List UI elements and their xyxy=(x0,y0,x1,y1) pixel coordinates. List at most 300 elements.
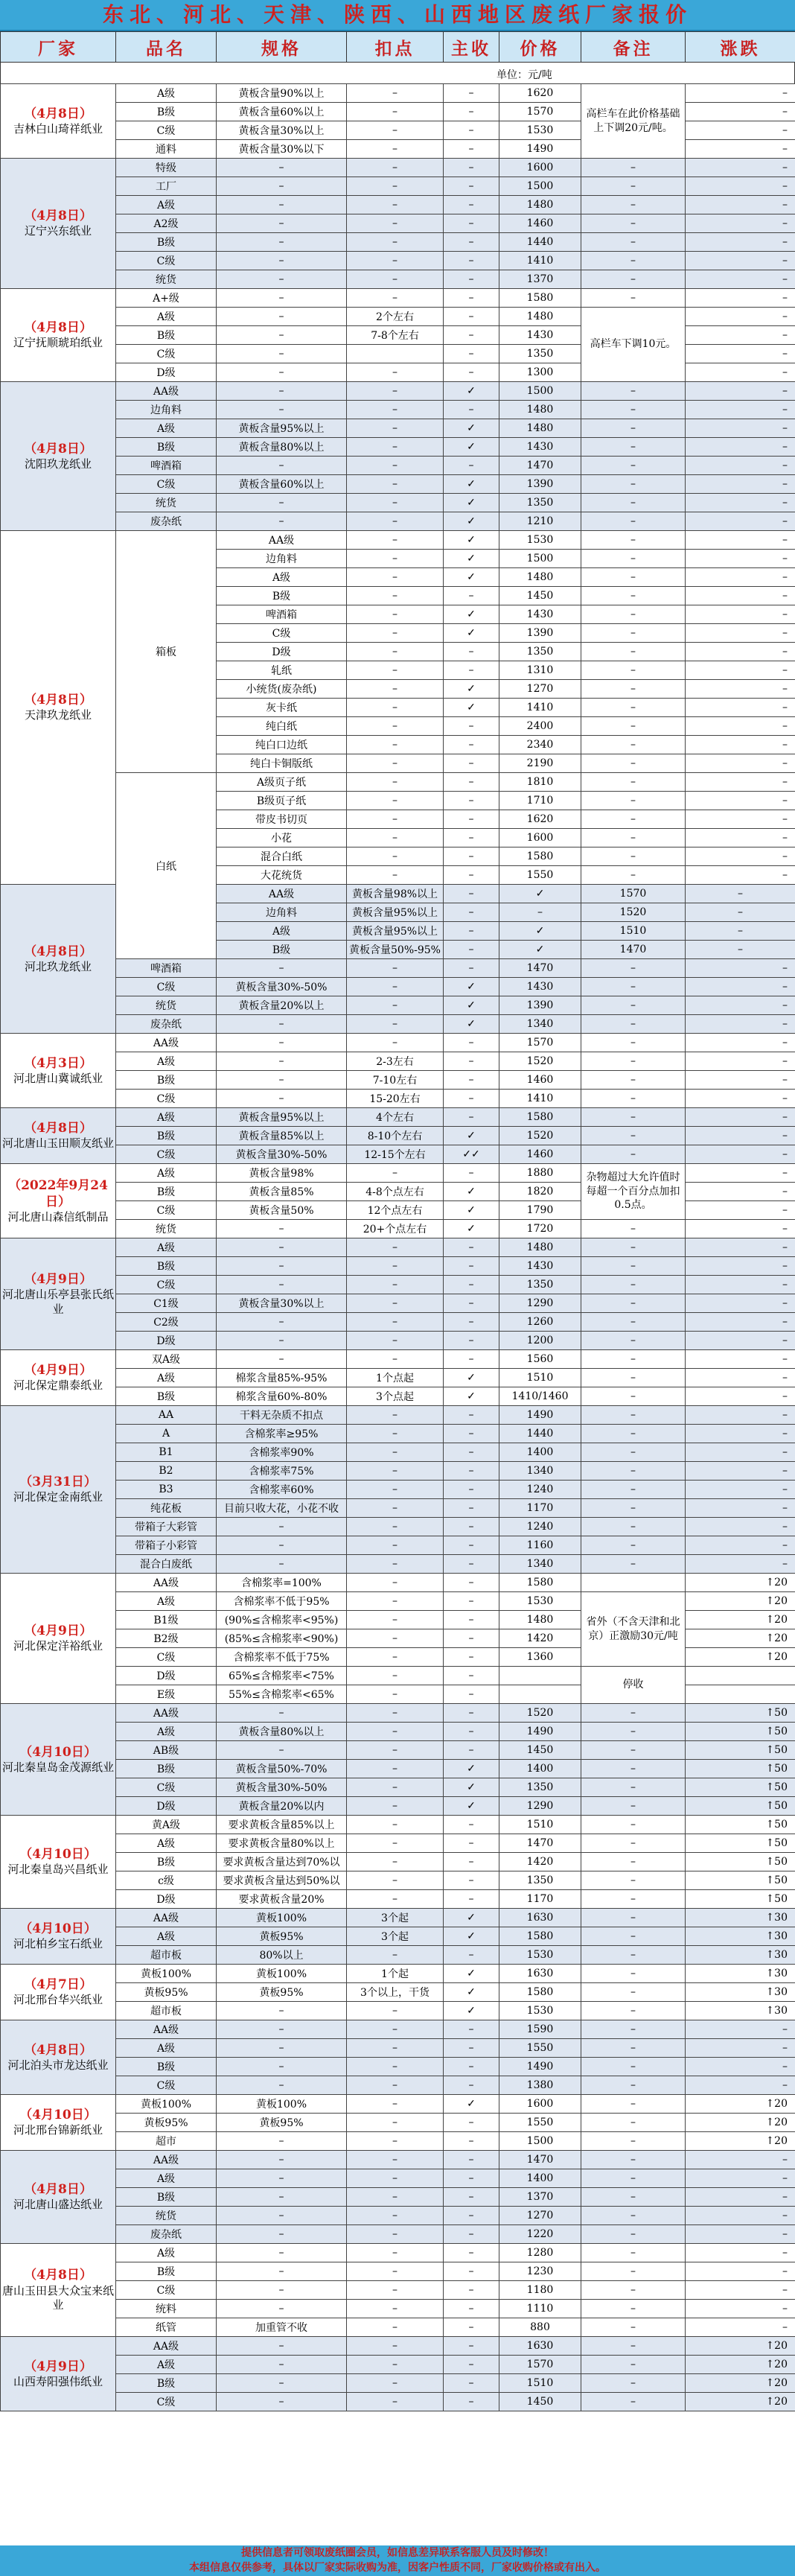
grade-cell: C1级 xyxy=(116,1294,217,1313)
main-collect-cell: – xyxy=(444,1741,499,1760)
price-cell: 1420 xyxy=(499,1853,581,1871)
deduction-cell: – xyxy=(347,2002,444,2020)
spec-cell: – xyxy=(217,959,347,978)
table-row xyxy=(1,1909,795,1927)
factory-name: 河北邢台华兴纸业 xyxy=(13,1993,103,2007)
spec-cell: – xyxy=(217,214,347,233)
note-cell: – xyxy=(581,568,686,587)
factory-name: 辽宁抚顺琥珀纸业 xyxy=(13,336,103,350)
spec-cell: 加重管不收 xyxy=(217,2318,347,2337)
grade-cell: 超市板 xyxy=(116,2002,217,2020)
grade-cell: 统货 xyxy=(116,494,217,512)
table-row xyxy=(1,308,795,326)
price-cell: 1410 xyxy=(499,1090,581,1108)
grade-cell: 边角料 xyxy=(217,550,347,568)
price-cell: 1600 xyxy=(499,2095,581,2114)
main-collect-cell: ✓ xyxy=(444,2095,499,2114)
table-row xyxy=(1,177,795,196)
price-cell: 1340 xyxy=(499,1555,581,1574)
main-collect-cell: ✓ xyxy=(444,1201,499,1220)
note-cell: – xyxy=(581,1387,686,1406)
spec-cell: 黄板含量30%以下 xyxy=(217,140,347,159)
deduction-cell: – xyxy=(347,2132,444,2151)
main-collect-cell: – xyxy=(444,1425,499,1443)
footer-line-2: 本组信息仅供参考，具体以厂家实际收购为准，因客户性质不同，厂家收购价格或有出入。 xyxy=(189,2562,606,2574)
note-cell: – xyxy=(686,885,795,903)
spec-cell: 棉浆含量60%-80% xyxy=(217,1387,347,1406)
table-row xyxy=(1,1778,795,1797)
note-cell: – xyxy=(581,1257,686,1276)
table-row xyxy=(1,512,795,531)
main-collect-cell: – xyxy=(444,2151,499,2169)
change-cell: – xyxy=(686,121,795,140)
grade-cell: 超市 xyxy=(116,2132,217,2151)
spec-cell: – xyxy=(217,1052,347,1071)
factory-date: （4月8日） xyxy=(24,320,92,336)
unit-row xyxy=(0,63,795,83)
deduction-cell: – xyxy=(444,903,499,922)
price-cell: 1630 xyxy=(499,1909,581,1927)
note-cell: – xyxy=(581,978,686,996)
grade-cell: 统货 xyxy=(116,2207,217,2225)
factory-date: （4月8日） xyxy=(24,106,92,121)
price-cell: 1430 xyxy=(499,438,581,457)
deduction-cell: – xyxy=(347,550,444,568)
price-cell: 1520 xyxy=(499,1704,581,1723)
grade-cell: 黄A级 xyxy=(116,1816,217,1834)
price-cell: 1820 xyxy=(499,1183,581,1201)
deduction-cell: – xyxy=(347,2114,444,2132)
price-cell: 1430 xyxy=(499,326,581,345)
grade-cell: AA级 xyxy=(116,2151,217,2169)
change-cell: – xyxy=(686,214,795,233)
table-row xyxy=(1,1555,795,1574)
main-collect-cell: – xyxy=(499,903,581,922)
note-cell: – xyxy=(686,903,795,922)
table-row xyxy=(1,1760,795,1778)
change-cell: ↑20 xyxy=(686,2356,795,2374)
grade-cell: B2级 xyxy=(116,1629,217,1648)
deduction-cell: – xyxy=(347,1015,444,1034)
main-collect-cell: – xyxy=(444,2262,499,2281)
grade-cell: AA级 xyxy=(217,531,347,550)
deduction-cell: – xyxy=(347,2188,444,2207)
note-cell: – xyxy=(581,1965,686,1983)
note-cell: – xyxy=(581,270,686,289)
note-cell: – xyxy=(581,2095,686,2114)
grade-cell: B1级 xyxy=(116,1611,217,1629)
factory-date: （4月9日） xyxy=(24,2359,92,2374)
deduction-cell: – xyxy=(347,643,444,661)
price-cell: 1350 xyxy=(499,1276,581,1294)
main-collect-cell: ✓ xyxy=(444,550,499,568)
note-cell: – xyxy=(581,494,686,512)
grade-cell: 超市板 xyxy=(116,1946,217,1965)
main-collect-cell: – xyxy=(444,1946,499,1965)
price-cell: 1580 xyxy=(499,1108,581,1127)
change-cell: ↑20 xyxy=(686,2393,795,2411)
table-row xyxy=(1,1704,795,1723)
deduction-cell: 7-8个左右 xyxy=(347,326,444,345)
deduction-cell: – xyxy=(347,866,444,885)
change-cell: – xyxy=(686,2188,795,2207)
table-row xyxy=(1,2169,795,2188)
spec-cell: – xyxy=(217,2020,347,2039)
grade-cell: C级 xyxy=(116,345,217,363)
deduction-cell: – xyxy=(444,885,499,903)
note-cell: – xyxy=(581,624,686,643)
spec-cell: 黄板100% xyxy=(217,2095,347,2114)
change-cell: – xyxy=(686,2076,795,2095)
factory-date: （4月7日） xyxy=(24,1977,92,1993)
deduction-cell: 3个点起 xyxy=(347,1387,444,1406)
deduction-cell: – xyxy=(347,1257,444,1276)
spec-cell: – xyxy=(217,308,347,326)
price-cell: 1350 xyxy=(499,643,581,661)
table-row xyxy=(1,2188,795,2207)
change-cell: – xyxy=(686,326,795,345)
deduction-cell: – xyxy=(347,978,444,996)
change-cell: – xyxy=(686,550,795,568)
main-collect-cell: – xyxy=(444,1518,499,1536)
change-cell: – xyxy=(686,1127,795,1145)
factory-date: （4月9日） xyxy=(24,1363,92,1378)
spec-cell: – xyxy=(217,2002,347,2020)
change-cell: – xyxy=(686,252,795,270)
price-cell: 2190 xyxy=(499,754,581,773)
factory-cell xyxy=(1,289,116,382)
header-note: 备注 xyxy=(581,32,686,63)
table-row xyxy=(1,1294,795,1313)
price-cell: 1710 xyxy=(499,792,581,810)
main-collect-cell: ✓ xyxy=(444,475,499,494)
note-cell: – xyxy=(581,1983,686,2002)
table-row xyxy=(1,1406,795,1425)
price-cell: 1200 xyxy=(499,1332,581,1350)
change-cell: – xyxy=(686,345,795,363)
factory-cell xyxy=(1,2151,116,2244)
spec-cell: – xyxy=(217,270,347,289)
deduction-cell: – xyxy=(347,512,444,531)
main-collect-cell: ✓ xyxy=(444,1909,499,1927)
table-row xyxy=(1,1127,795,1145)
grade-cell: B级 xyxy=(116,1183,217,1201)
table-row xyxy=(1,84,795,103)
change-cell: – xyxy=(686,1294,795,1313)
change-cell: – xyxy=(686,363,795,382)
note-cell: – xyxy=(581,2058,686,2076)
deduction-cell: – xyxy=(347,773,444,792)
price-cell: 1290 xyxy=(499,1294,581,1313)
note-cell: 高栏车在此价格基础上下调20元/吨。 xyxy=(581,84,686,159)
grade-cell: C级 xyxy=(116,1090,217,1108)
change-cell: – xyxy=(686,2207,795,2225)
note-cell: – xyxy=(581,959,686,978)
spec-cell: 黄板含量95%以上 xyxy=(217,1108,347,1127)
factory-cell xyxy=(1,1108,116,1164)
spec-cell: – xyxy=(217,2039,347,2058)
main-collect-cell: – xyxy=(444,2337,499,2356)
price-cell: 1510 xyxy=(499,1369,581,1387)
table-row xyxy=(1,457,795,475)
grade-cell: 小花 xyxy=(217,829,347,847)
page-title: 东北、河北、天津、陕西、山西地区废纸厂家报价 xyxy=(0,0,795,31)
spec-cell: 要求黄板含量达到70%以 xyxy=(217,1853,347,1871)
main-collect-cell: – xyxy=(444,289,499,308)
main-collect-cell: – xyxy=(444,792,499,810)
deduction-cell: – xyxy=(347,1816,444,1834)
footer-disclaimer xyxy=(0,2545,795,2576)
note-cell: – xyxy=(686,941,795,959)
note-cell: – xyxy=(581,1890,686,1909)
spec-cell: – xyxy=(217,1090,347,1108)
grade-cell: C级 xyxy=(116,1145,217,1164)
change-cell: – xyxy=(686,289,795,308)
note-cell: – xyxy=(581,438,686,457)
note-cell: – xyxy=(581,773,686,792)
deduction-cell: – xyxy=(347,1164,444,1183)
note-cell: – xyxy=(581,1294,686,1313)
grade-cell: A+级 xyxy=(116,289,217,308)
deduction-cell: – xyxy=(347,1760,444,1778)
spec-cell: – xyxy=(217,457,347,475)
spec-cell: 黄板含量95%以上 xyxy=(347,922,444,941)
deduction-cell: – xyxy=(347,1313,444,1332)
main-collect-cell: – xyxy=(444,457,499,475)
factory-name: 辽宁兴东纸业 xyxy=(24,224,92,238)
main-collect-cell: ✓ xyxy=(444,438,499,457)
price-cell: 1470 xyxy=(499,2151,581,2169)
factory-date: （4月9日） xyxy=(24,1623,92,1639)
grade-cell: AA级 xyxy=(116,1034,217,1052)
main-collect-cell: ✓ xyxy=(444,531,499,550)
table-row xyxy=(1,1145,795,1164)
deduction-cell: – xyxy=(347,624,444,643)
main-collect-cell: ✓ xyxy=(444,1797,499,1816)
note-cell: – xyxy=(686,922,795,941)
main-collect-cell: – xyxy=(444,401,499,419)
price-cell: 1580 xyxy=(499,1927,581,1946)
change-cell: ↑50 xyxy=(686,1723,795,1741)
deduction-cell: – xyxy=(347,1611,444,1629)
price-cell: 1350 xyxy=(499,494,581,512)
change-cell xyxy=(686,1667,795,1685)
spec-cell: – xyxy=(217,1332,347,1350)
price-cell: 1390 xyxy=(499,475,581,494)
spec-cell: – xyxy=(217,2337,347,2356)
main-collect-cell: – xyxy=(444,103,499,121)
grade-cell: A级 xyxy=(116,196,217,214)
deduction-cell: – xyxy=(347,2337,444,2356)
note-cell: – xyxy=(581,2039,686,2058)
price-cell: 1290 xyxy=(499,1797,581,1816)
note-cell: – xyxy=(581,2151,686,2169)
main-collect-cell: – xyxy=(444,1871,499,1890)
change-cell: ↑50 xyxy=(686,1890,795,1909)
spec-cell: 干料无杂质不扣点 xyxy=(217,1406,347,1425)
note-cell: 杂物超过大允许值时每超一个百分点加扣0.5点。 xyxy=(581,1164,686,1220)
change-cell: – xyxy=(686,829,795,847)
deduction-cell: – xyxy=(347,1629,444,1648)
table-row xyxy=(1,959,795,978)
change-cell: – xyxy=(686,717,795,736)
spec-cell: – xyxy=(217,2393,347,2411)
main-collect-cell: – xyxy=(444,1834,499,1853)
deduction-cell: – xyxy=(347,438,444,457)
change-cell: ↑50 xyxy=(686,1704,795,1723)
price-cell: 1220 xyxy=(499,2225,581,2244)
table-row xyxy=(1,2393,795,2411)
note-cell: – xyxy=(581,1499,686,1518)
note-cell: – xyxy=(581,1332,686,1350)
factory-name: 河北柏乡宝石纸业 xyxy=(13,1937,103,1951)
table-row xyxy=(1,1220,795,1238)
change-cell: – xyxy=(686,103,795,121)
main-collect-cell: – xyxy=(444,2114,499,2132)
main-collect-cell: – xyxy=(444,196,499,214)
grade-cell: C级 xyxy=(116,121,217,140)
note-cell: – xyxy=(581,1834,686,1853)
deduction-cell: – xyxy=(347,1890,444,1909)
spec-cell: 含棉浆率=100% xyxy=(217,1574,347,1592)
price-table xyxy=(0,83,795,2411)
deduction-cell: – xyxy=(347,457,444,475)
note-cell: – xyxy=(581,177,686,196)
change-cell: ↑20 xyxy=(686,2132,795,2151)
note-cell: – xyxy=(581,2076,686,2095)
factory-name: 河北保定洋裕纸业 xyxy=(13,1639,103,1653)
main-collect-cell: ✓ xyxy=(444,978,499,996)
spec-cell: 棉浆含量85%-95% xyxy=(217,1369,347,1387)
table-row xyxy=(1,1797,795,1816)
deduction-cell: – xyxy=(347,2095,444,2114)
deduction-cell: – xyxy=(347,1462,444,1481)
main-collect-cell: – xyxy=(444,2356,499,2374)
change-cell: – xyxy=(686,233,795,252)
price-cell: 1160 xyxy=(499,1536,581,1555)
deduction-cell: – xyxy=(347,1276,444,1294)
spec-cell: 黄板含量85% xyxy=(217,1183,347,1201)
main-collect-cell: – xyxy=(444,1443,499,1462)
change-cell: ↑20 xyxy=(686,2374,795,2393)
factory-date: （4月10日） xyxy=(19,1744,97,1760)
table-row xyxy=(1,494,795,512)
price-cell: 1530 xyxy=(499,531,581,550)
change-cell: – xyxy=(686,699,795,717)
table-row xyxy=(1,2337,795,2356)
price-cell: 1240 xyxy=(499,1481,581,1499)
grade-cell: 废杂纸 xyxy=(116,512,217,531)
main-collect-cell: – xyxy=(444,2244,499,2262)
price-cell: 1400 xyxy=(499,1443,581,1462)
deduction-cell: 1个起 xyxy=(347,1965,444,1983)
deduction-cell: – xyxy=(347,1332,444,1350)
main-collect-cell: – xyxy=(444,233,499,252)
spec-cell: – xyxy=(217,1313,347,1332)
spec-cell: – xyxy=(217,2169,347,2188)
price-cell: 1180 xyxy=(499,2281,581,2300)
price-cell: 1570 xyxy=(499,103,581,121)
change-cell: – xyxy=(686,2318,795,2337)
deduction-cell: – xyxy=(347,2300,444,2318)
main-collect-cell: – xyxy=(444,1238,499,1257)
grade-cell: AA级 xyxy=(116,1909,217,1927)
note-cell: – xyxy=(581,2114,686,2132)
deduction-cell: – xyxy=(347,2393,444,2411)
grade-cell: AA级 xyxy=(116,2020,217,2039)
note-cell: – xyxy=(581,1741,686,1760)
spec-cell: 黄板含量30%以上 xyxy=(217,1294,347,1313)
deduction-cell: – xyxy=(347,1778,444,1797)
price-cell: 1450 xyxy=(499,2393,581,2411)
table-row xyxy=(1,159,795,177)
spec-cell: 黄板100% xyxy=(217,1965,347,1983)
main-collect-cell: – xyxy=(444,270,499,289)
grade-cell: C级 xyxy=(116,1648,217,1667)
price-cell: 1460 xyxy=(499,1145,581,1164)
deduction-cell: – xyxy=(347,177,444,196)
table-row xyxy=(1,214,795,233)
factory-date: （4月3日） xyxy=(24,1055,92,1071)
deduction-cell: – xyxy=(347,140,444,159)
factory-date: （3月31日） xyxy=(19,1475,97,1490)
price-cell: 1470 xyxy=(499,457,581,475)
note-cell: – xyxy=(581,2337,686,2356)
main-collect-cell: – xyxy=(444,1685,499,1704)
factory-date: （4月8日） xyxy=(24,2182,92,2198)
deduction-cell: – xyxy=(347,214,444,233)
price-cell: 1520 xyxy=(499,1127,581,1145)
deduction-cell: 3个起 xyxy=(347,1909,444,1927)
table-row xyxy=(1,1834,795,1853)
change-cell: – xyxy=(686,2244,795,2262)
change-cell: – xyxy=(686,1425,795,1443)
deduction-cell: – xyxy=(347,1350,444,1369)
table-row xyxy=(1,1425,795,1443)
price-cell: 1510 xyxy=(499,1816,581,1834)
price-cell: 1280 xyxy=(499,2244,581,2262)
table-row xyxy=(1,1667,795,1685)
price-cell: 1620 xyxy=(499,810,581,829)
price-cell: 1580 xyxy=(499,847,581,866)
factory-name: 河北唐山乐亭县张氏纸业 xyxy=(2,1288,115,1316)
price-cell: 1410 xyxy=(499,252,581,270)
factory-cell xyxy=(1,2337,116,2411)
header-change: 涨跌 xyxy=(686,32,795,63)
note-cell: – xyxy=(581,1816,686,1834)
grade-cell: c级 xyxy=(116,1871,217,1890)
grade-cell: B级 xyxy=(217,941,347,959)
grade-cell: A级 xyxy=(116,1164,217,1183)
factory-cell xyxy=(1,1704,116,1816)
deduction-cell: – xyxy=(347,1871,444,1890)
factory-name: 河北保定金南纸业 xyxy=(13,1490,103,1504)
note-cell: – xyxy=(581,847,686,866)
spec-cell: – xyxy=(217,2151,347,2169)
grade-cell: 啤酒箱 xyxy=(116,457,217,475)
grade-cell: 统货 xyxy=(116,996,217,1015)
change-cell: ↑50 xyxy=(686,1797,795,1816)
price-cell: 1570 xyxy=(581,885,686,903)
spec-cell: – xyxy=(217,2374,347,2393)
spec-cell: 要求黄板含量20% xyxy=(217,1890,347,1909)
grade-cell: AA级 xyxy=(116,382,217,401)
deduction-cell: – xyxy=(347,475,444,494)
table-row xyxy=(1,438,795,457)
grade-cell: 黄板95% xyxy=(116,1983,217,2002)
spec-cell: – xyxy=(217,2058,347,2076)
note-cell: – xyxy=(581,1406,686,1425)
